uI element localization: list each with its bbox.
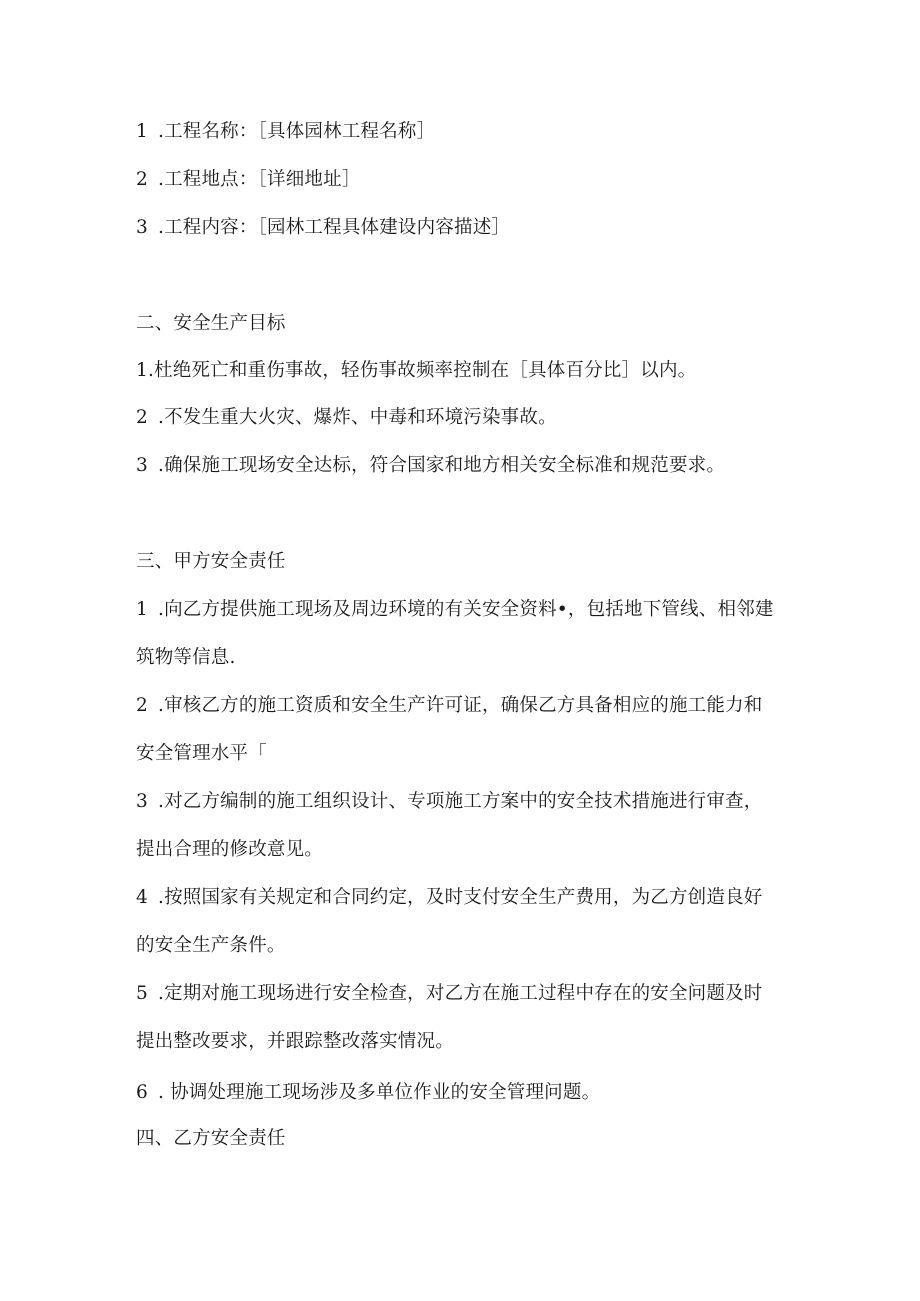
project-location-item	[136, 168, 361, 192]
item-number: 1	[136, 599, 148, 620]
item-text: .按照国家有关规定和合同约定，及时支付安全生产费用，为乙方创造良好	[158, 887, 763, 908]
goal-item-1	[136, 359, 696, 383]
item-text: .不发生重大火灾、爆炸、中毒和环境污染事故。	[158, 407, 557, 428]
party-a-item-1-cont: 筑物等信息.	[136, 647, 236, 668]
party-a-item-4-cont: 的安全生产条件。	[136, 935, 286, 956]
item-text: 1.杜绝死亡和重伤事故，轻伤事故频率控制在［具体百分比］以内。	[136, 360, 697, 381]
party-a-item-6	[136, 1081, 600, 1105]
item-text: .审核乙方的施工资质和安全生产许可证，确保乙方具备相应的施工能力和	[158, 695, 763, 716]
item-text: . 协调处理施工现场涉及多单位作业的安全管理问题。	[158, 1082, 601, 1103]
project-content-item	[136, 216, 510, 240]
item-number: 4	[136, 887, 148, 908]
party-a-item-1	[136, 598, 774, 622]
item-number: 2	[136, 695, 148, 716]
item-number: 3	[136, 217, 148, 238]
party-a-item-3-cont: 提出合理的修改意见。	[136, 839, 324, 860]
item-number: 1	[136, 121, 148, 142]
item-text: .工程名称：［具体园林工程名称］	[158, 121, 436, 142]
section-heading-party-b: 四、乙方安全责任	[136, 1128, 286, 1149]
section-heading-party-a: 三、甲方安全责任	[136, 551, 286, 572]
party-a-item-3	[136, 790, 762, 814]
party-a-item-2	[136, 694, 762, 718]
item-text: .对乙方编制的施工组织设计、专项施工方案中的安全技术措施进行审查，	[158, 791, 763, 812]
party-a-item-5-cont: 提出整改要求，并跟踪整改落实情况。	[136, 1031, 454, 1052]
item-text: .确保施工现场安全达标，符合国家和地方相关安全标准和规范要求。	[158, 455, 726, 476]
item-number: 5	[136, 983, 148, 1004]
item-text: .工程内容：［园林工程具体建设内容描述］	[158, 217, 511, 238]
item-text: .工程地点：［详细地址］	[158, 169, 361, 190]
item-number: 2	[136, 169, 148, 190]
item-number: 2	[136, 407, 148, 428]
goal-item-3	[136, 454, 725, 478]
item-text: .定期对施工现场进行安全检查，对乙方在施工过程中存在的安全问题及时	[158, 983, 763, 1004]
section-heading-safety-goals: 二、安全生产目标	[136, 313, 286, 334]
party-a-item-5	[136, 982, 762, 1006]
item-number: 6	[136, 1082, 148, 1103]
item-number: 3	[136, 455, 148, 476]
item-text: .向乙方提供施工现场及周边环境的有关安全资料•，包括地下管线、相邻建	[158, 599, 774, 620]
item-number: 3	[136, 791, 148, 812]
project-name-item	[136, 120, 435, 144]
goal-item-2	[136, 406, 557, 430]
party-a-item-4	[136, 886, 762, 910]
party-a-item-2-cont: 安全管理水平「	[136, 743, 267, 764]
